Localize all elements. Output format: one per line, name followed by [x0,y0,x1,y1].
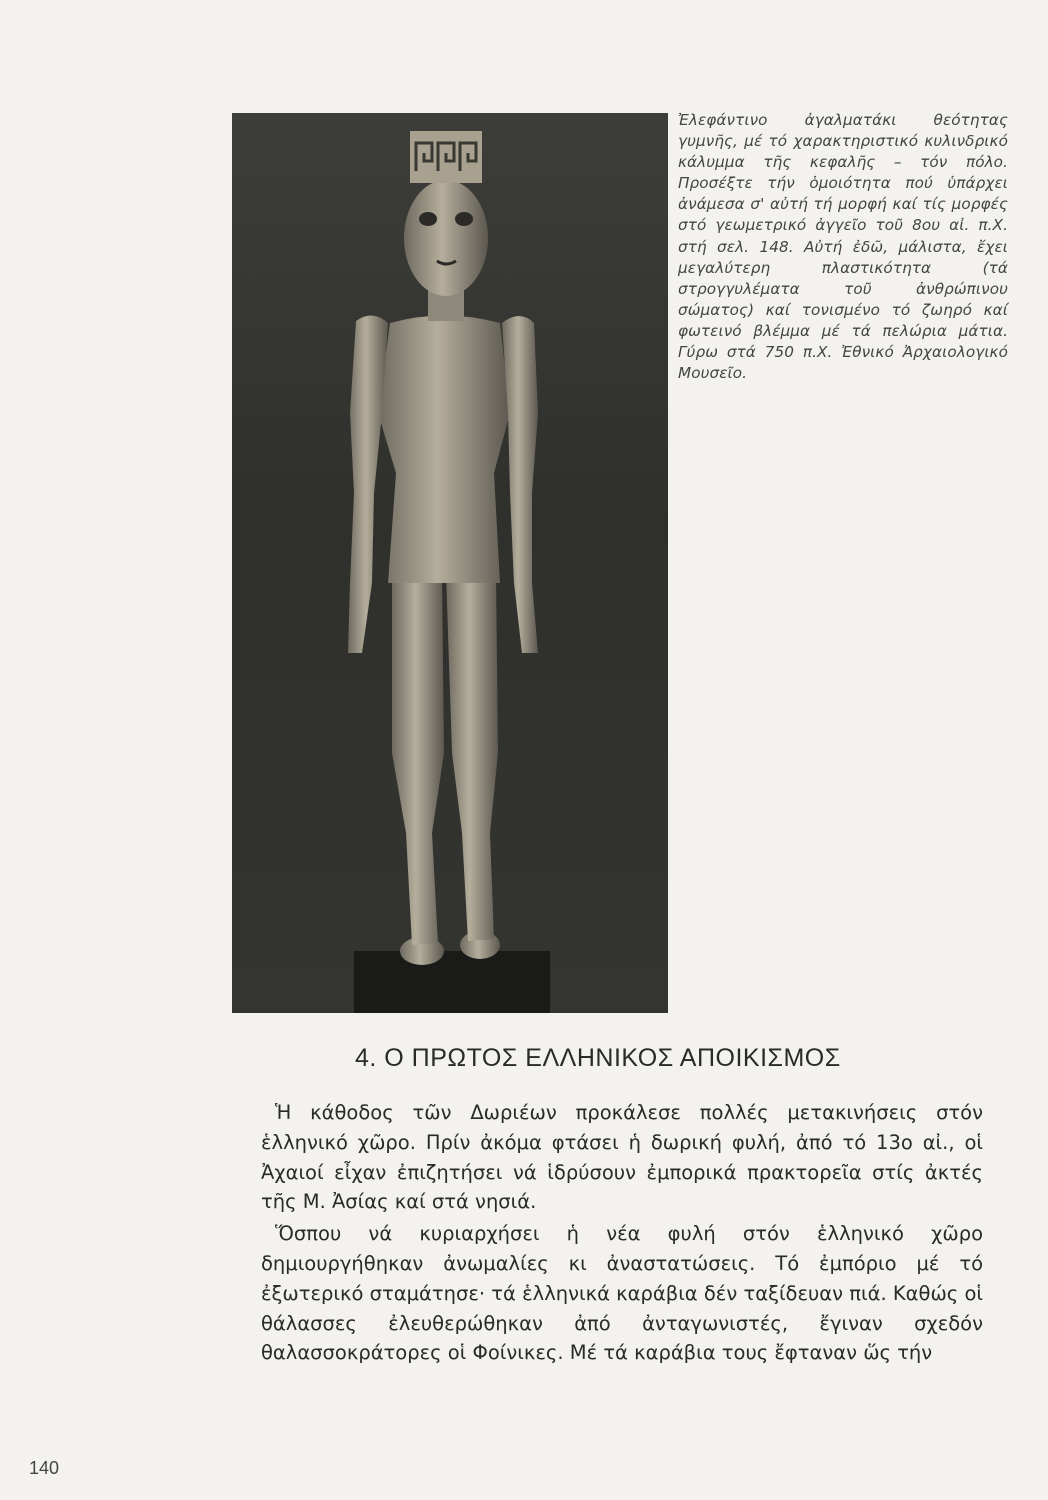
figure-caption: Ἐλεφάντινο ἀγαλματάκι θεότητας γυμνῆς, μέ τό χαρακτηριστικό κυλινδρικό κάλυμμα τῆς κεφαλῆς – τόν πόλο. Προσέξτε τήν ὁμοιότητα πού ὑπάρχει ἀνάμεσα σ' αὐτή τή μορφή καί τίς μορφές στό γεωμετρικό ἀγγεῖο τοῦ 8ου αἰ. π.Χ. στή σελ. 148. Αὐτή ἐδῶ, μάλιστα, ἔχει μεγαλύτερη πλαστικότητα (τά στρογγυλέματα τοῦ ἀνθρώπινου σώματος) καί τονισμένο τό ζωηρό καί φωτεινό βλέμμα μέ τά πελώρια μάτια. Γύρω στά 750 π.Χ. Ἐθνικό Ἀρχαιολογικό Μουσεῖο. [678,111,1008,383]
statuette-photo [232,113,668,1013]
page-number: 140 [29,1458,60,1478]
ivory-statuette-icon [232,113,668,1013]
paragraph: Ἡ κάθοδος τῶν Δωριέων προκάλεσε πολλές μετακινήσεις στόν ἑλληνικό χῶρο. Πρίν ἀκόμα φτάσει ἡ δωρική φυλή, ἀπό τό 13ο αἰ., οἱ Ἀχαιοί εἶχαν ἐπιζητήσει νά ἱδρύσουν ἐμπορικά πρακτορεῖα στίς ἀκτές τῆς Μ. Ἀσίας καί στά νησιά. [261,1101,983,1214]
paragraph: Ὅσπου νά κυριαρχήσει ἡ νέα φυλή στόν ἑλληνικό χῶρο δημιουργήθηκαν ἀνωμαλίες κι ἀναστατώσεις. Τό ἐμπόριο μέ τό ἐξωτερικό σταμάτησε· τά ἑλληνικά καράβια δέν ταξίδευαν πιά. Καθώς οἱ θάλασσες ἐλευθερώθηκαν ἀπό ἀνταγωνιστές, ἔγιναν σχεδόν θαλασσοκράτορες οἱ Φοίνικες. Μέ τά καράβια τους ἔφταναν ὥς τήν [261,1222,983,1365]
body-text [261,1098,983,1370]
section-title: 4. Ο ΠΡΩΤΟΣ ΕΛΛΗΝΙΚΟΣ ΑΠΟΙΚΙΣΜΟΣ [355,1044,841,1072]
